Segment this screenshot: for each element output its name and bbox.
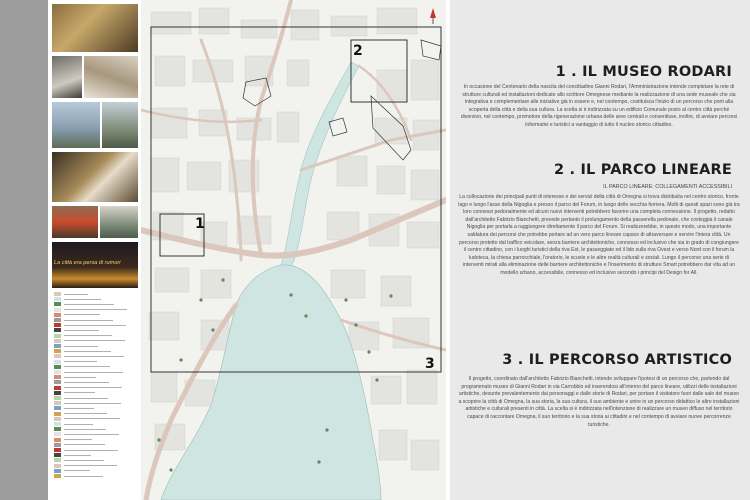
legend-row xyxy=(54,474,140,479)
legend-swatch xyxy=(54,360,61,364)
legend-label-line xyxy=(64,465,117,466)
legend-label-line xyxy=(64,450,118,451)
legend-label-line xyxy=(64,382,109,383)
map-legend xyxy=(54,292,140,482)
photo-caption: La città era persa di rumori xyxy=(54,260,121,266)
legend-swatch xyxy=(54,401,61,405)
legend-label-line xyxy=(64,392,95,393)
legend-swatch xyxy=(54,334,61,338)
legend-label-line xyxy=(64,330,99,331)
legend-swatch xyxy=(54,375,61,379)
legend-swatch xyxy=(54,308,61,312)
legend-swatch xyxy=(54,292,61,296)
legend-swatch xyxy=(54,386,61,390)
legend-label-line xyxy=(64,299,101,300)
section-2-body: La collocazione dei principali punti di interesse e dei servizi della città di Omegna si trova distribuita nel centro storico, fronte lago e lungo l'asse della Nigoglia e presso il parco del Forum, in luogo delle vecchia ferriera. Molti di questi spazi sono già tra loro connessi pedonalmente ed alcuni nuovi interventi potrebbero favorire una completa connessione. Il progetto, redatto dall'architetto Fabrizio Bianchetti, prevede pertanto il prolungamento della passerella pedonale, che costeggia il canale Nigoglia per portarla a raggiungere direttamente il parco del Forum. Si realizzerebbe, in questo modo, una importante saldatura dei percorsi che potrebbe portare ad un vero parco lineare capace di attraversare e servire l'intera città. Un percorso protetto dal traffico veicolare, senza barriere architettoniche, connesso ed inclusivo che sia in grado di congiungere il centro cittadino, con i luoghi turistici della riva Est, le passeggiate ed il lido sulla riva Ovest e verso Nord con il forum la ludoteca, la chiesa parrocchiale, l'oratorio, le scuole e le altre realtà culturali e sociali. Lungo il percorso una serie di interventi mirati alla eliminazione delle barriere architettoniche e l'inserimento di strutture Smart potrebbero dar vita ad un modello urbano, accessibile, connesso ed inclusivo secondo i principi del Design for All. xyxy=(458,194,740,276)
description-panel xyxy=(450,0,750,500)
legend-swatch xyxy=(54,432,61,436)
legend-swatch xyxy=(54,370,61,374)
legend-label-line xyxy=(64,403,121,404)
legend-label-line xyxy=(64,444,105,445)
legend-label-line xyxy=(64,418,120,419)
legend-label-line xyxy=(64,325,126,326)
legend-label-line xyxy=(64,320,113,321)
legend-swatch xyxy=(54,328,61,332)
legend-swatch xyxy=(54,323,61,327)
photo-sculptures xyxy=(52,102,100,148)
legend-swatch xyxy=(54,427,61,431)
section-1-title: 1 . IL MUSEO RODARI xyxy=(555,64,732,80)
legend-swatch xyxy=(54,464,61,468)
legend-label-line xyxy=(64,460,104,461)
legend-swatch xyxy=(54,380,61,384)
legend-label-line xyxy=(64,429,106,430)
photo-strip xyxy=(52,4,140,288)
legend-label-line xyxy=(64,455,91,456)
legend-label-line xyxy=(64,424,93,425)
legend-label-line xyxy=(64,434,119,435)
legend-label-line xyxy=(64,294,88,295)
legend-swatch xyxy=(54,469,61,473)
photo-model-2 xyxy=(84,56,138,98)
legend-label-line xyxy=(64,387,122,388)
legend-label-line xyxy=(64,377,96,378)
legend-swatch xyxy=(54,412,61,416)
legend-label-line xyxy=(64,398,108,399)
legend-swatch xyxy=(54,422,61,426)
legend-label-line xyxy=(64,304,114,305)
legend-label-line xyxy=(64,408,94,409)
legend-swatch xyxy=(54,344,61,348)
legend-swatch xyxy=(54,448,61,452)
photo-canal xyxy=(100,206,138,238)
legend-label-line xyxy=(64,372,123,373)
legend-swatch xyxy=(54,458,61,462)
legend-label-line xyxy=(64,351,111,352)
zone-1-number: 1 xyxy=(195,216,205,232)
legend-label-line xyxy=(64,356,124,357)
legend-label-line xyxy=(64,346,98,347)
legend-swatch xyxy=(54,453,61,457)
legend-swatch xyxy=(54,313,61,317)
legend-swatch xyxy=(54,318,61,322)
photo-installation xyxy=(102,102,138,148)
legend-label-line xyxy=(64,314,100,315)
photo-museum-interior xyxy=(52,4,138,52)
legend-swatch xyxy=(54,406,61,410)
legend-swatch xyxy=(54,354,61,358)
zone-2-number: 2 xyxy=(353,43,363,59)
legend-label-line xyxy=(64,361,97,362)
legend-swatch xyxy=(54,339,61,343)
legend-label-line xyxy=(64,309,127,310)
legend-swatch xyxy=(54,443,61,447)
legend-swatch xyxy=(54,396,61,400)
legend-label-line xyxy=(64,366,110,367)
legend-swatch xyxy=(54,474,61,478)
legend-label-line xyxy=(64,476,103,477)
photo-night-city xyxy=(52,242,138,288)
photo-street xyxy=(52,206,98,238)
section-2-title: 2 . IL PARCO LINEARE xyxy=(553,162,732,178)
legend-swatch xyxy=(54,391,61,395)
legend-swatch xyxy=(54,349,61,353)
legend-swatch xyxy=(54,297,61,301)
section-1-body: In occasione del Centenario della nascita del concittadino Gianni Rodari, l'Amministrazione intende completare la rete di strutture culturali ed installazioni dedicate allo scrittore Omegnese mediante la realizzazione di una sede museale che sia integrativa e complementare alle iniziative già in essere e, nel contempo, costituisca l'inizio di un percorso che porti alla scoperta della città e della sua cultura. La scelta si è indirizzata su un edificio Comunale posto al centro città perché diversivo, nel contempo, promotore della rigenerazione urbana delle aree centrali e consentisse, inoltre, di avviare percorsi informativi e turistici a vantaggio di tutto il nucleo storico cittadino. xyxy=(460,84,738,128)
city-map xyxy=(141,0,446,500)
legend-swatch xyxy=(54,417,61,421)
photo-model-1 xyxy=(52,56,82,98)
zone-3-number: 3 xyxy=(425,356,435,372)
section-3-title: 3 . IL PERCORSO ARTISTICO xyxy=(502,352,732,368)
legend-swatch xyxy=(54,365,61,369)
legend-swatch xyxy=(54,302,61,306)
photo-exhibit xyxy=(52,152,138,202)
section-3-body: Il progetto, coordinato dall'architetto Fabrizio Bianchetti, intende sviluppare l'ipotesi di un percorso che, partendo dal programmato museo di Gianni Rodari in via Carrobbio ed inserendosi all'interno del parco lineare, utilizzi delle installazioni artistiche, desunte prevalentemente dai personaggi e dalle storie di Rodari, per portare il visitatore fuori dalle sale del museo a scoprire la città di Omegna, la sua storia, la sua cultura, il suo ambiente e unire in un percorso didattico le altre installazioni artistiche e culturali presenti in città. La scelta si è indirizzata nell'intenzione di realizzare un museo diffuso nel territorio capace di raccontare Omegna, il suo territorio e la sua storia ai cittadini e nel contempo di avviare nuove percorrenze turistiche. xyxy=(458,376,740,428)
legend-label-line xyxy=(64,439,92,440)
section-2-subtitle: IL PARCO LINEARE: COLLEGAMENTI ACCESSIBILI xyxy=(603,184,732,190)
legend-swatch xyxy=(54,438,61,442)
legend-label-line xyxy=(64,413,107,414)
legend-label-line xyxy=(64,340,125,341)
legend-label-line xyxy=(64,335,112,336)
legend-label-line xyxy=(64,470,90,471)
